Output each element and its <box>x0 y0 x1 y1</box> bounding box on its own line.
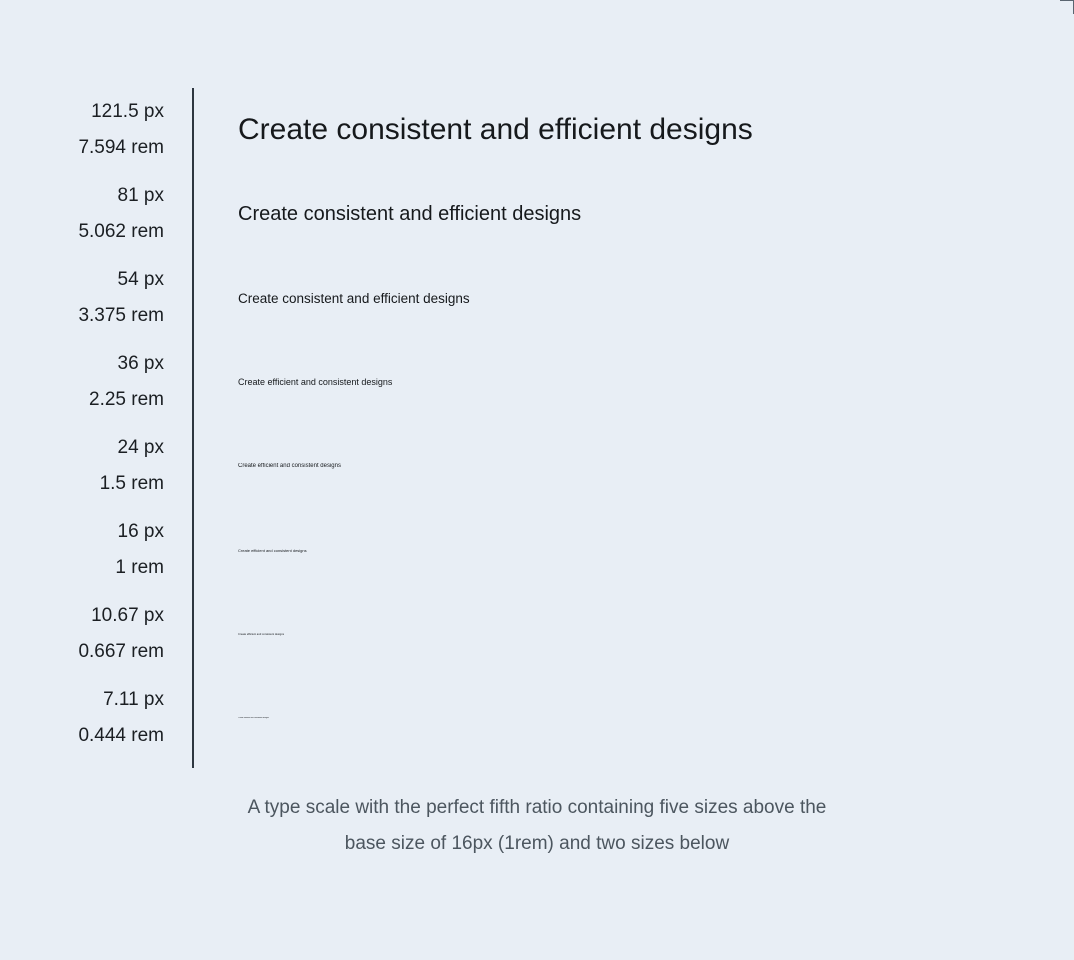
size-labels <box>0 430 178 502</box>
type-scale-section <box>0 88 1074 768</box>
sample-text: Create efficient and consistent designs <box>238 547 307 553</box>
size-label-rem: 0.444 rem <box>78 725 164 746</box>
sample-text: Create consistent and efficient designs <box>238 113 753 146</box>
sample-text: Create efficient and consistent designs <box>238 632 285 636</box>
caption <box>0 790 1074 862</box>
sample-text: Create efficient and consistent designs <box>238 717 269 719</box>
type-scale-row <box>0 172 1074 256</box>
size-label-px: 54 px <box>117 268 164 290</box>
size-label-rem: 3.375 rem <box>78 305 164 326</box>
type-scale-rows <box>0 88 1074 760</box>
type-scale-row <box>0 508 1074 592</box>
size-labels <box>0 514 178 586</box>
sample-text: Create consistent and efficient designs <box>238 290 470 306</box>
size-labels <box>0 94 178 166</box>
sample-text: Create efficient and consistent designs <box>238 377 393 387</box>
corner-tick-horizontal <box>1060 0 1074 1</box>
size-label-px: 81 px <box>117 184 164 206</box>
size-label-px: 121.5 px <box>91 100 164 122</box>
size-labels <box>0 262 178 334</box>
size-label-px: 10.67 px <box>91 604 164 626</box>
size-label-rem: 2.25 rem <box>89 389 164 410</box>
caption-line-1: A type scale with the perfect fifth ratio containing five sizes above the <box>247 797 827 818</box>
size-label-px: 36 px <box>117 352 164 374</box>
sample-text: Create consistent and efficient designs <box>238 202 582 225</box>
size-labels <box>0 178 178 250</box>
size-label-px: 7.11 px <box>103 688 164 710</box>
type-scale-row <box>0 592 1074 676</box>
size-labels <box>0 598 178 670</box>
size-label-rem: 5.062 rem <box>78 221 164 242</box>
size-label-rem: 7.594 rem <box>78 137 164 158</box>
type-scale-row <box>0 340 1074 424</box>
size-label-rem: 0.667 rem <box>78 641 164 662</box>
size-label-px: 16 px <box>117 520 164 542</box>
caption-line-2: base size of 16px (1rem) and two sizes below <box>344 833 730 854</box>
type-scale-row <box>0 256 1074 340</box>
type-scale-row <box>0 88 1074 172</box>
type-scale-row <box>0 424 1074 508</box>
size-label-rem: 1 rem <box>115 557 164 578</box>
size-labels <box>0 682 178 754</box>
size-label-rem: 1.5 rem <box>99 473 164 494</box>
size-labels <box>0 346 178 418</box>
type-scale-row <box>0 676 1074 760</box>
sample-text: Create efficient and consistent designs <box>238 463 341 469</box>
size-label-px: 24 px <box>117 436 164 458</box>
